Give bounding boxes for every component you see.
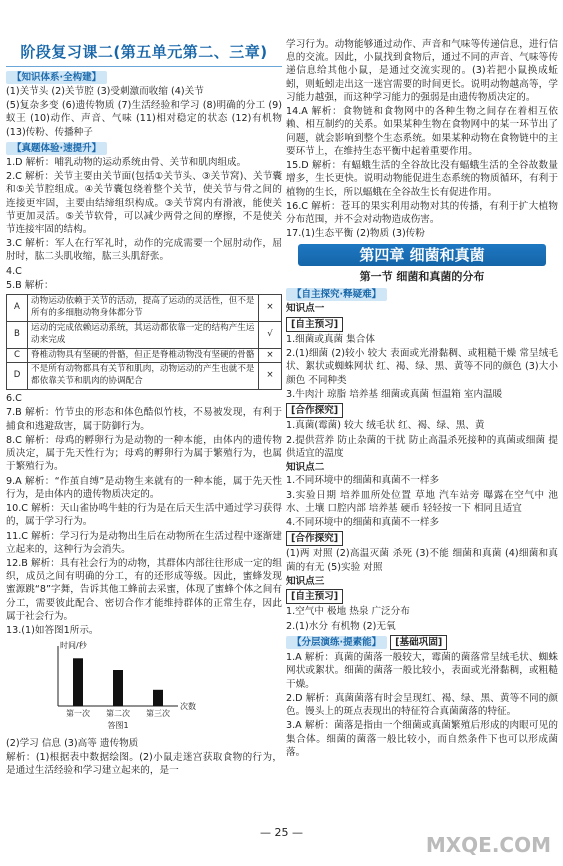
bar: [153, 690, 163, 706]
table-cell-letter: B: [7, 321, 28, 348]
knowledge-point-3: 知识点三: [286, 575, 325, 587]
section-tag-explore: 【自主探究·释疑难】: [286, 288, 387, 301]
bar: [73, 659, 83, 707]
basic-label: [基础巩固]: [390, 635, 447, 650]
section-tag-exam: 【真题体验·速提升】: [6, 142, 107, 155]
left-column: [6, 38, 282, 778]
knowledge-point-1: 知识点一: [286, 303, 325, 315]
preview-label: [自主预习]: [286, 589, 343, 604]
knowledge-line-2: (5)复杂多变 (6)遗传物质 (7)生活经验和学习 (8)明确的分工 (9)蚁王 (10)动作、声音、气味 (11)相对稳定的状态 (12)有机物 (13)传粉、传播种子: [6, 100, 282, 138]
x-tick-label: 第二次: [106, 709, 130, 719]
knowledge-line-1: (1)关节头 (2)关节腔 (3)受刺激而收缩 (4)关节: [6, 85, 204, 97]
section-tag-knowledge: 【知识体系·全构建】: [6, 71, 107, 84]
kp2-item-1: 1.不同环境中的细菌和真菌不一样多: [286, 475, 440, 487]
cooperate-label: [合作探究]: [286, 403, 343, 418]
answer-8: 8.C 解析：母鸡的孵卵行为是动物的一种本能，由体内的遗传物质决定，属于先天性行为；母鸡的孵卵行为属于繁殖行为，也属于繁殖行为。: [6, 434, 282, 473]
chapter-heading: 第四章 细菌和真菌: [298, 244, 546, 267]
table-row: [7, 321, 282, 348]
answer-10: 10.C 解析：天山雀协鸣牛蛙的行为是在后天生活中通过学习获得的，属于学习行为。: [6, 503, 282, 528]
table-cell-text: 动物运动依赖于关节的活动，提高了运动的灵活性，但不是所有的多细胞动物身体都分节: [28, 295, 259, 322]
page-number: — 25 —: [260, 825, 303, 839]
kp1-item-1: 1.细菌或真菌 集合体: [286, 333, 375, 345]
table-row: [7, 348, 282, 363]
x-tick-label: 第三次: [146, 709, 170, 719]
practice-2: 2.D 解析：真菌菌落有时会呈现红、褐、绿、黑、黄等不同的颜色。馒头上的斑点表现出的特征符合真菌菌落的特征。: [286, 692, 558, 718]
right-column: [286, 38, 558, 760]
answer-4: 4.C: [6, 265, 22, 277]
divider: [6, 66, 282, 67]
kp1-explore-1: 1.真菌(霉菌) 较大 绒毛状 红、褐、绿、黑、黄: [286, 420, 485, 432]
table-cell-mark: ×: [259, 295, 282, 322]
table-cell-letter: C: [7, 348, 28, 363]
cooperate-label: [合作探究]: [286, 531, 343, 546]
table-cell-text: 不是所有动物都具有关节和肌肉，动物运动的产生也就不是都依靠关节和肌肉的协调配合: [28, 363, 259, 390]
kp2-item-4: 4.不同环境中的细菌和真菌不一样多: [286, 517, 440, 528]
table-cell-letter: A: [7, 295, 28, 322]
answer-11: 11.C 解析：学习行为是动物出生后在动物所在生活过程中逐渐建立起来的，这种行为会消失。: [6, 530, 282, 555]
table-cell-mark: √: [259, 321, 282, 348]
answer-17: 17.(1)生态平衡 (2)物质 (3)传粉: [286, 228, 425, 240]
answer-1: 1.D 解析：哺乳动物的运动系统由骨、关节和肌肉组成。: [6, 156, 247, 168]
answer-5-table: [6, 294, 282, 390]
kp1-item-3: 3.牛肉汁 琼脂 培养基 细菌或真菌 恒温箱 室内温暖: [286, 388, 503, 400]
answer-2: 2.C 解析：关节主要由关节面(包括①关节头、③关节窝)、关节囊和⑤关节腔组成。④关节囊包绕着整个关节，使关节与骨之间的连接更牢固，主要由结缔组织构成。③关节窝内有滑液，能使关节更加灵活。⑤关节软骨，可以减少两骨之间的摩擦，不是使关节连接牢固的结构。: [6, 171, 282, 236]
kp3-item-2: 2.(1)水分 有机物 (2)无氧: [286, 620, 396, 632]
review-title: 阶段复习课二(第五单元第二、三章): [20, 43, 268, 61]
answer-13: 13.(1)如答图1所示。: [6, 625, 99, 637]
answer-7: 7.B 解析：竹节虫的形态和体色酷似竹枝，不易被发现，有利于捕食和逃避敌害，属于防御行为。: [6, 407, 282, 432]
practice-3: 3.A 解析：菌落是指由一个细菌或真菌繁殖后形成的肉眼可见的集合体。细菌的菌落一般比较小，而自然条件下也可以形成菌落。: [286, 720, 558, 758]
bar: [113, 670, 123, 706]
answer-12: 12.B 解析：具有社会行为的动物，其群体内部往往形成一定的组织，成员之间有明确的分工，有的还形成等级。因此，蜜蜂发现蜜源跳“8”字舞，告诉其他工蜂前去采蜜，体现了蜜蜂个体之间有分工，需要彼此配合、密切合作才能维持群体的正常生存，因此属于社会行为。: [6, 558, 282, 622]
answer-13-continued: 学习行为。动物能够通过动作、声音和气味等传递信息，进行信息的交流。因此，小鼠找到食物后，通过不同的声音、气味等传递信息给其他小鼠，是通过交流实现的。(3)若把小鼠换成蚯蚓，则蚯蚓走出这一迷宫需要的时间更长。说明动物越高等，学习能力越强，而这种学习能力的强弱是由遗传物质决定的。: [286, 39, 558, 103]
table-cell-letter: D: [7, 363, 28, 390]
knowledge-point-2: 知识点二: [286, 462, 325, 474]
answer-6: 6.C: [6, 393, 22, 405]
y-axis-label: 时间/秒: [60, 641, 87, 651]
answer-13-explanation: 解析：(1)根据表中数据绘图。(2)小鼠走迷宫获取食物的行为，是通过生活经验和学习建立起来的，是一: [6, 751, 282, 777]
answer-14: 14.A 解析：食物链和食物网中的各种生物之间存在着相互依赖、相互制约的关系。如果某种生物在食物网中的某一环节出了问题，就会影响到整个生态系统。如果某种动物在食物链中的主要环节上，在维持生态平衡中起着重要作用。: [286, 106, 558, 157]
x-axis-label: 次数: [180, 702, 196, 712]
answer-3: 3.C 解析：军人在行军礼时，动作的完成需要一个屈肘动作，屈肘时，肱二头肌收缩，肱三头肌舒张。: [6, 238, 282, 263]
kp1-explore-2: 2.提供营养 防止杂菌的干扰 防止高温杀死接种的真菌或细菌 提供适宜的温度: [286, 434, 558, 459]
practice-1: 1.A 解析：真菌的菌落一般较大，霉菌的菌落常呈绒毛状、蜘蛛网状或絮状。细菌的菌落一般比较小，表面或光滑黏稠，或粗糙干燥。: [286, 652, 558, 690]
answer-16: 16.C 解析：苍耳的果实利用动物对其的传播，有利于扩大植物分布范围，并不会对动物造成伤害。: [286, 200, 558, 226]
x-tick-label: 第一次: [66, 709, 90, 719]
section-heading: 第一节 细菌和真菌的分布: [359, 270, 485, 284]
kp2-explore: (1)两 对照 (2)高温灭菌 杀死 (3)不能 细菌和真菌 (4)细菌和真菌的有无 (5)实验 对照: [286, 548, 558, 573]
table-cell-text: 脊椎动物具有坚硬的骨骼，但正是脊椎动物没有坚硬的骨骼: [28, 348, 259, 363]
watermark-logo: MXQE.COM: [425, 833, 551, 858]
table-cell-mark: ×: [259, 363, 282, 390]
answer-5: 5.B 解析：: [6, 279, 54, 291]
chart-caption: 答图1: [107, 721, 129, 731]
answer-13-part2: (2)学习 信息 (3)高等 遗传物质: [6, 737, 139, 749]
preview-label: [自主预习]: [286, 317, 343, 332]
table-cell-mark: ×: [259, 348, 282, 363]
kp2-item-3: 3.实验日期 培养皿所处位置 草地 汽车站旁 曝露在空气中 池水、土壤 口腔内部 培养基 硬币 轻轻按一下 相同且适宜: [286, 489, 558, 514]
table-row: [7, 363, 282, 390]
table-row: [7, 295, 282, 322]
answer-9: 9.A 解析：“作茧自缚”是动物生来就有的一种本能，属于先天性行为，是由体内的遗传物质决定的。: [6, 475, 282, 500]
section-tag-practice: 【分层演练·提素能】: [286, 636, 387, 649]
answer-15: 15.D 解析：有蝠蛾生活的全谷故比没有蝠蛾生活的全谷故数量增多，生长更快。说明动物能促进生态系统的物质循环，有利于植物的生长，所以蝠蛾在全谷故生长有促进作用。: [286, 160, 558, 198]
kp1-item-2: 2.(1)细菌 (2)较小 较大 表面或光滑黏稠、或粗糙干燥 常呈绒毛状、絮状或蜘蛛网状 红、褐、绿、黑、黄等不同的颜色 (3)大小 颜色 不同种类: [286, 348, 558, 386]
table-cell-text: 运动的完成依赖运动系统，其运动都依靠一定的结构产生运动来完成: [28, 321, 259, 348]
bar-chart: [34, 640, 234, 732]
kp3-item-1: 1.空气中 极地 热泉 广泛分布: [286, 606, 410, 618]
